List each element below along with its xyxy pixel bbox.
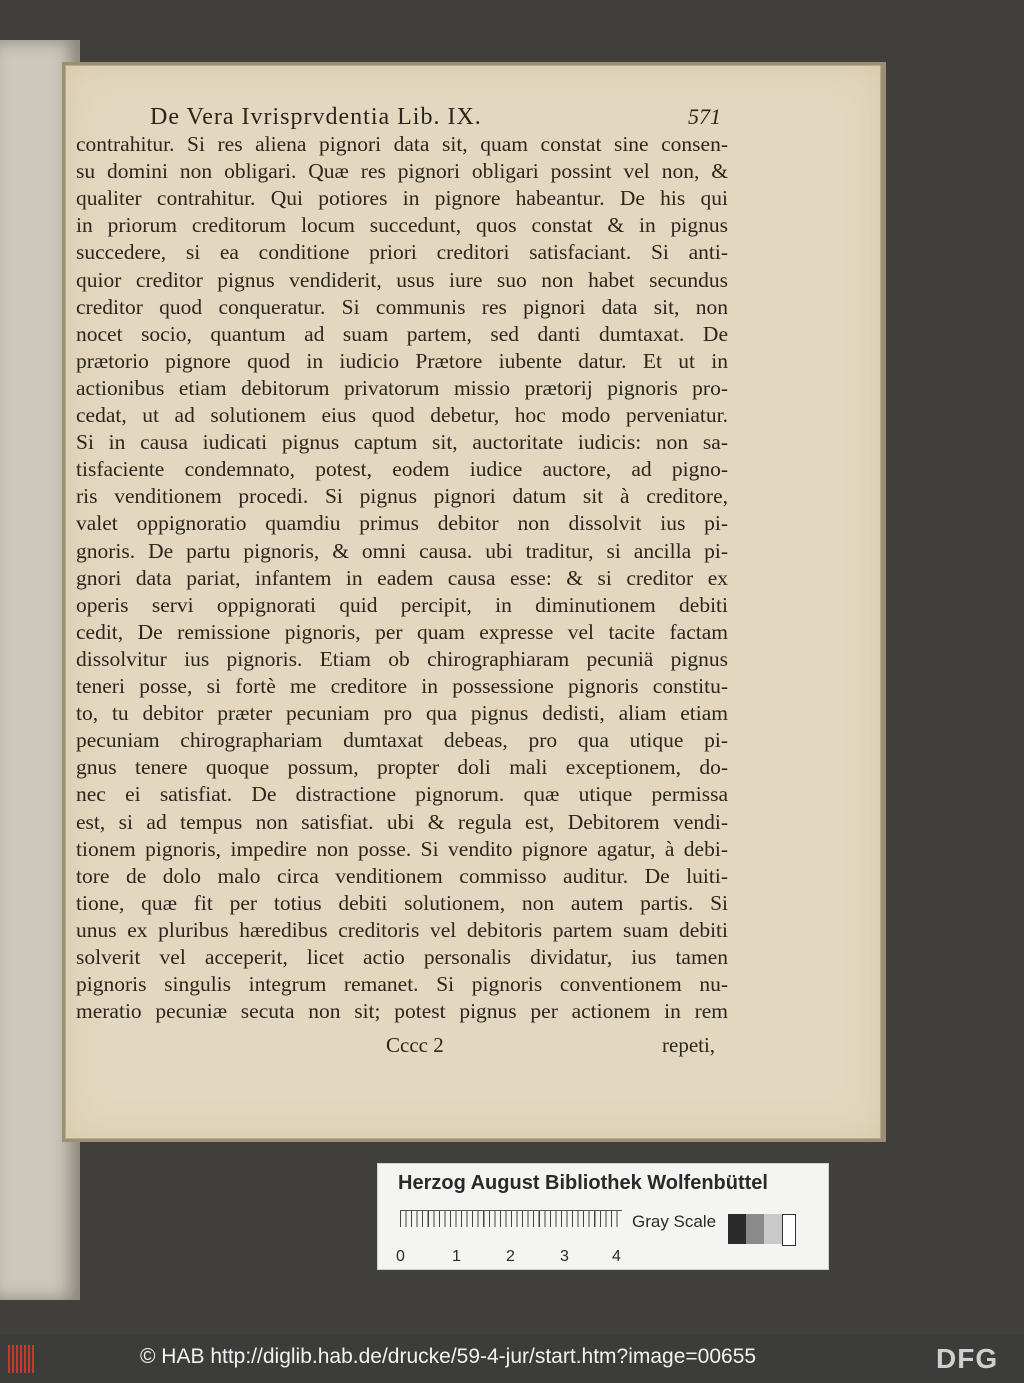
signature-mark: Cccc 2 bbox=[386, 1033, 444, 1057]
scale-ruler bbox=[400, 1210, 622, 1245]
text-line: tisfaciente condemnato, potest, eodem iudice auctore, ad pigno- bbox=[76, 457, 728, 482]
gray-swatch bbox=[728, 1214, 746, 1244]
text-line: est, si ad tempus non satisfiat. ubi & regula est, Debitorem vendi- bbox=[76, 809, 728, 834]
text-line: pecuniam chirographariam dumtaxat debeas, pro qua utique pi- bbox=[76, 728, 728, 753]
text-line: in priorum creditorum locum succedunt, quos constat & in pignus bbox=[76, 213, 728, 238]
scale-number: 0 bbox=[396, 1248, 405, 1265]
scale-number: 1 bbox=[452, 1248, 461, 1265]
copyright-url[interactable]: © HAB http://diglib.hab.de/drucke/59-4-jur/start.htm?image=00655 bbox=[140, 1345, 757, 1368]
text-line: nec ei satisfiat. De distractione pignorum. quæ utique permissa bbox=[76, 782, 728, 807]
text-line: operis servi oppignorati quid percipit, in diminutionem debiti bbox=[76, 592, 728, 617]
text-line: succedere, si ea conditione priori creditori satisfaciant. Si anti- bbox=[76, 240, 728, 265]
text-line: Si in causa iudicati pignus captum sit, auctoritate iudicis: non sa- bbox=[76, 430, 728, 455]
text-line: tionem pignoris, impedire non posse. Si vendito pignore agatur, à debi- bbox=[76, 836, 728, 861]
text-line: solverit vel acceperit, licet actio personalis dividatur, ius tamen bbox=[76, 945, 728, 969]
text-line: gnori data pariat, infantem in eadem causa esse: & si creditor ex bbox=[76, 565, 728, 590]
text-line: ris venditionem procedi. Si pignus pignori datum sit à creditore, bbox=[76, 484, 728, 509]
gray-scale-label: Gray Scale bbox=[632, 1212, 717, 1231]
text-line: tore de dolo malo circa venditionem commisso auditur. De luiti- bbox=[76, 863, 728, 888]
text-line: nocet socio, quantum ad suam partem, sed danti dumtaxat. De bbox=[76, 321, 728, 346]
gray-swatch bbox=[782, 1214, 796, 1246]
text-line: creditor quod conqueratur. Si communis res pignori data sit, non bbox=[76, 294, 728, 319]
gray-swatch bbox=[764, 1214, 782, 1244]
catchword: repeti, bbox=[662, 1033, 716, 1057]
scale-number: 4 bbox=[612, 1248, 621, 1265]
text-line: gnus tenere quoque possum, propter doli mali exceptionem, do- bbox=[76, 755, 728, 780]
text-line: valet oppignoratio quamdiu primus debitor non dissolvit ius pi- bbox=[76, 511, 728, 536]
running-head: De Vera Ivrisprvdentia Lib. IX. bbox=[150, 104, 482, 130]
text-line: cedat, ut ad solutionem eius quod debetur, hoc modo perveniatur. bbox=[76, 403, 728, 427]
library-name: Herzog August Bibliothek Wolfenbüttel bbox=[398, 1172, 768, 1194]
text-line: contrahitur. Si res aliena pignori data sit, quam constat sine consen- bbox=[76, 132, 728, 156]
page-number: 571 bbox=[688, 104, 721, 129]
text-line: meratio pecuniæ secuta non sit; potest pignus per actionem in rem bbox=[76, 999, 728, 1024]
text-line: teneri posse, si fortè me creditore in possessione pignoris constitu- bbox=[76, 674, 728, 698]
hab-logo-icon bbox=[8, 1345, 36, 1373]
scale-number: 3 bbox=[560, 1248, 569, 1265]
text-line: pignoris singulis integrum remanet. Si pignoris conventionem nu- bbox=[76, 972, 728, 997]
text-line: gnoris. De partu pignoris, & omni causa. ubi traditur, si ancilla pi- bbox=[76, 538, 728, 563]
text-line: tione, quæ fit per totius debiti solutionem, non autem partis. Si bbox=[76, 890, 728, 915]
text-line: unus ex pluribus hæredibus creditoris vel debitoris partem suam debiti bbox=[76, 917, 728, 942]
text-line: to, tu debitor præter pecuniam pro qua pignus dedisti, aliam etiam bbox=[76, 701, 728, 726]
dfg-logo: DFG bbox=[936, 1343, 999, 1374]
text-line: dissolvitur ius pignoris. Etiam ob chirographiaram pecuniä pignus bbox=[76, 646, 728, 671]
gray-swatch bbox=[746, 1214, 764, 1244]
text-line: quior creditor pignus vendiderit, usus iure suo non habet secundus bbox=[76, 267, 728, 292]
text-line: actionibus etiam debitorum privatorum missio prætorij pignoris pro- bbox=[76, 375, 728, 400]
viewer-footer bbox=[0, 1335, 1024, 1383]
scale-number: 2 bbox=[506, 1248, 515, 1265]
text-line: su domini non obligari. Quæ res pignori obligari possint vel non, & bbox=[76, 159, 728, 184]
text-line: qualiter contrahitur. Qui potiores in pignore habeantur. De his qui bbox=[76, 186, 728, 211]
color-calibration-card bbox=[377, 1163, 829, 1270]
text-line: prætorio pignore quod in iudicio Prætore iubente datur. Et ut in bbox=[76, 348, 728, 373]
text-line: cedit, De remissione pignoris, per quam expresse vel tacite factam bbox=[76, 619, 728, 644]
